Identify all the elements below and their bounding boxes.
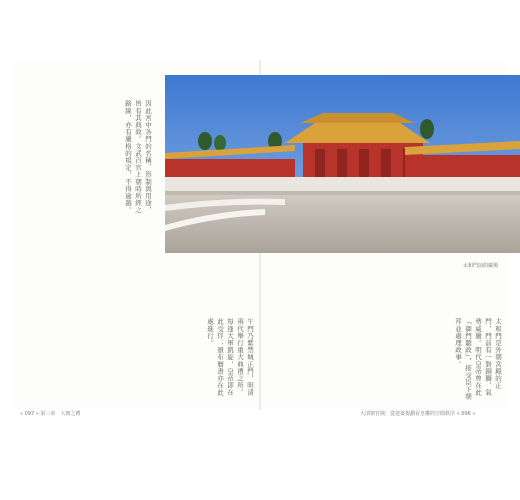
right-footer: 大清朝宮城：從建築規劃看皇權的空間秩序 « 096 » — [360, 411, 476, 417]
photo-caption: 太和門前的廣場 — [463, 263, 499, 269]
palace-photo — [165, 75, 520, 253]
left-body-text-bottom: 午門乃紫禁城正門，明清兩代舉行重大典禮之所。每逢大軍凱旋，皇帝即在此受俘；頒布曆書亦在此處進行。 — [206, 318, 254, 397]
left-body-text-middle: 因此宮中各門的名稱、形制與用途，皆有其典故。文武百官上朝時所經之路線，亦有嚴格的規定，不得逾越。 — [124, 100, 152, 214]
palace-photo-illustration — [165, 75, 520, 253]
left-footer: « 097 » 第三章 大朝之禮 — [20, 411, 81, 417]
right-body-text-bottom: 太和門是外朝宮殿的正門，門前有一對銅獅，氣勢威嚴。明代皇帝曾在此『御門聽政』，接受臣下朝拜並處理政事。 — [454, 318, 502, 400]
